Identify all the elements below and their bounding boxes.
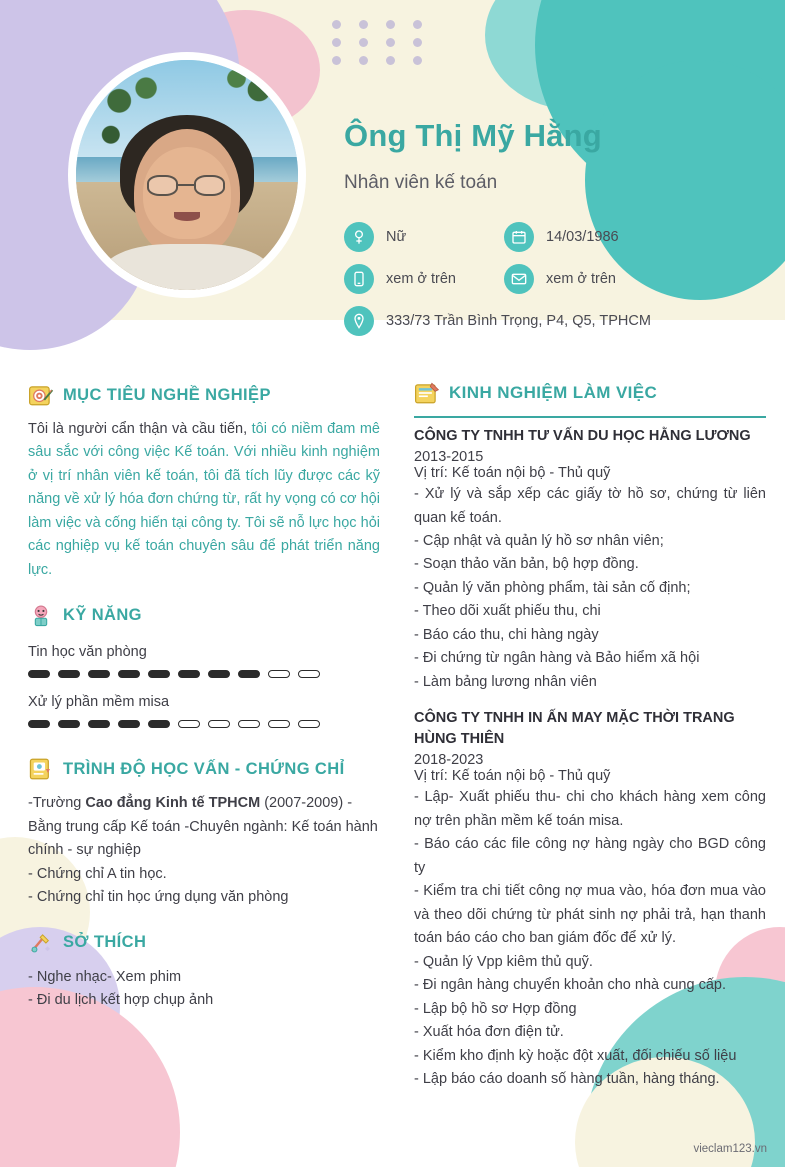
experience-duty: - Đi chứng từ ngân hàng và Bảo hiểm xã hội xyxy=(414,650,700,667)
experience-divider xyxy=(414,416,766,418)
experience-company: CÔNG TY TNHH IN ẤN MAY MẶC THỜI TRANG HÙNG THIÊN xyxy=(414,710,735,748)
section-hobbies xyxy=(28,930,380,1013)
profile-photo xyxy=(76,60,298,290)
experience-duty: - Lập bộ hồ sơ Hợp đồng xyxy=(414,1000,577,1017)
experience-duty: - Đi ngân hàng chuyển khoản cho nhà cung cấp. xyxy=(414,977,726,994)
education-header xyxy=(28,756,380,782)
resume-body xyxy=(0,330,785,1167)
hobby-item: - Nghe nhạc- Xem phim xyxy=(28,968,182,985)
left-column xyxy=(28,382,380,1013)
skill-item xyxy=(28,644,380,678)
education-icon xyxy=(28,756,54,782)
section-experience xyxy=(414,380,766,1092)
calendar-icon xyxy=(504,222,534,252)
experience-header xyxy=(414,380,766,406)
skill-name: Xử lý phần mềm misa xyxy=(28,694,170,711)
contact-phone xyxy=(344,264,504,294)
experience-duty: - Xử lý và sắp xếp các giấy tờ hồ sơ, chứng từ liên quan kế toán. xyxy=(414,486,766,526)
skills-icon xyxy=(28,602,54,628)
experience-duty: - Kiểm kho định kỳ hoặc đột xuất, đối chiếu số liệu xyxy=(414,1047,737,1064)
experience-position: Vị trí: Kế toán nội bộ - Thủ quỹ xyxy=(414,768,611,785)
skills-title: KỸ NĂNG xyxy=(63,605,142,624)
right-column xyxy=(414,380,766,1092)
objective-header xyxy=(28,382,380,408)
education-title: TRÌNH ĐỘ HỌC VẤN - CHỨNG CHỈ xyxy=(63,759,345,778)
email-icon xyxy=(504,264,534,294)
skill-item xyxy=(28,694,380,728)
experience-duty: - Theo dõi xuất phiếu thu, chi xyxy=(414,603,601,620)
contact-birthday xyxy=(504,222,664,252)
experience-duty: - Quản lý Vpp kiêm thủ quỹ. xyxy=(414,953,593,970)
experience-item xyxy=(414,708,766,1091)
education-school: Cao đẳng Kinh tế TPHCM xyxy=(85,795,261,812)
education-suffix: (2007-2009) - Bằng trung cấp Kế toán -Chuyên ngành: Kế toán hành chính - sự nghiệp xyxy=(28,795,378,859)
experience-duty: - Làm bảng lương nhân viên xyxy=(414,673,597,690)
education-item: - Chứng chỉ A tin học. xyxy=(28,865,167,882)
target-icon xyxy=(28,382,54,408)
experience-duty: - Báo cáo các file công nợ hàng ngày cho BGD công ty xyxy=(414,836,766,876)
objective-text xyxy=(28,418,380,582)
phone-icon xyxy=(344,264,374,294)
contact-birthday-value: 14/03/1986 xyxy=(546,229,619,245)
skills-header xyxy=(28,602,380,628)
education-entry xyxy=(28,792,380,862)
experience-title: KINH NGHIỆM LÀM VIỆC xyxy=(449,383,658,402)
hobby-icon xyxy=(28,930,54,956)
contact-email-value: xem ở trên xyxy=(546,271,616,287)
experience-duty: - Xuất hóa đơn điện tử. xyxy=(414,1024,564,1041)
objective-text-part1: Tôi là người cẩn thận và cầu tiến, xyxy=(28,421,248,437)
objective-title: MỤC TIÊU NGHỀ NGHIỆP xyxy=(63,385,271,404)
skill-name: Tin học văn phòng xyxy=(28,644,147,661)
experience-duty: - Lập- Xuất phiếu thu- chi cho khách hàng xem công nợ trên phần mềm kế toán misa. xyxy=(414,789,766,829)
footer-credit: vieclam123.vn xyxy=(693,1143,767,1155)
skill-rating xyxy=(28,670,380,678)
hobby-item: - Đi du lịch kết hợp chụp ảnh xyxy=(28,992,214,1009)
education-item: - Chứng chỉ tin học ứng dụng văn phòng xyxy=(28,889,289,906)
experience-duty: - Kiểm tra chi tiết công nợ mua vào, hóa đơn mua vào và theo dõi chứng từ phát sinh nợ phải trả, hạn thanh toán báo cáo cho ban giám đốc để xử lý. xyxy=(414,883,766,947)
contact-row xyxy=(344,264,764,294)
contact-email xyxy=(504,264,664,294)
skill-rating xyxy=(28,720,380,728)
experience-years: 2013-2015 xyxy=(414,449,484,466)
experience-position: Vị trí: Kế toán nội bộ - Thủ quỹ xyxy=(414,465,611,482)
experience-icon xyxy=(414,380,440,406)
experience-duty: - Quản lý văn phòng phẩm, tài sản cố định; xyxy=(414,579,691,596)
page-title: Ông Thị Mỹ Hằng xyxy=(344,118,602,153)
experience-company: CÔNG TY TNHH TƯ VẤN DU HỌC HẰNG LƯƠNG xyxy=(414,428,751,444)
contact-phone-value: xem ở trên xyxy=(386,271,456,287)
objective-text-part2: tôi có niềm đam mê sâu sắc với công việc Kế toán. Với nhiều kinh nghiệm ở vị trí nhân viên kế toán, tôi đã tích lũy được các kỹ năng về xử lý hóa đơn chứng từ, rất hy vọng có cơ hội làm việc và cống hiến tại công ty. Tôi sẽ nỗ lực học hỏi các nghiệp vụ kế toán chuyên sâu để phát triển năng lực. xyxy=(28,421,380,578)
education-prefix: -Trường xyxy=(28,795,86,812)
job-title: Nhân viên kế toán xyxy=(344,172,498,193)
hobbies-title: SỞ THÍCH xyxy=(63,933,147,952)
experience-duty: - Soạn thảo văn bản, bộ hợp đồng. xyxy=(414,556,639,573)
section-skills xyxy=(28,602,380,728)
avatar xyxy=(68,52,306,298)
contact-row xyxy=(344,222,764,252)
experience-years: 2018-2023 xyxy=(414,752,484,769)
contact-gender xyxy=(344,222,504,252)
experience-duty: - Báo cáo thu, chi hàng ngày xyxy=(414,626,599,643)
section-objective xyxy=(28,382,380,582)
section-education xyxy=(28,756,380,909)
experience-duty: - Cập nhật và quản lý hồ sơ nhân viên; xyxy=(414,532,664,549)
contact-gender-value: Nữ xyxy=(386,229,407,245)
experience-duty: - Lập báo cáo doanh số hàng tuần, hàng tháng. xyxy=(414,1071,720,1088)
resume-header xyxy=(0,0,785,330)
contact-address-value: 333/73 Trần Bình Trọng, P4, Q5, TPHCM xyxy=(386,313,651,329)
gender-icon xyxy=(344,222,374,252)
experience-item xyxy=(414,426,766,694)
hobbies-header xyxy=(28,930,380,956)
